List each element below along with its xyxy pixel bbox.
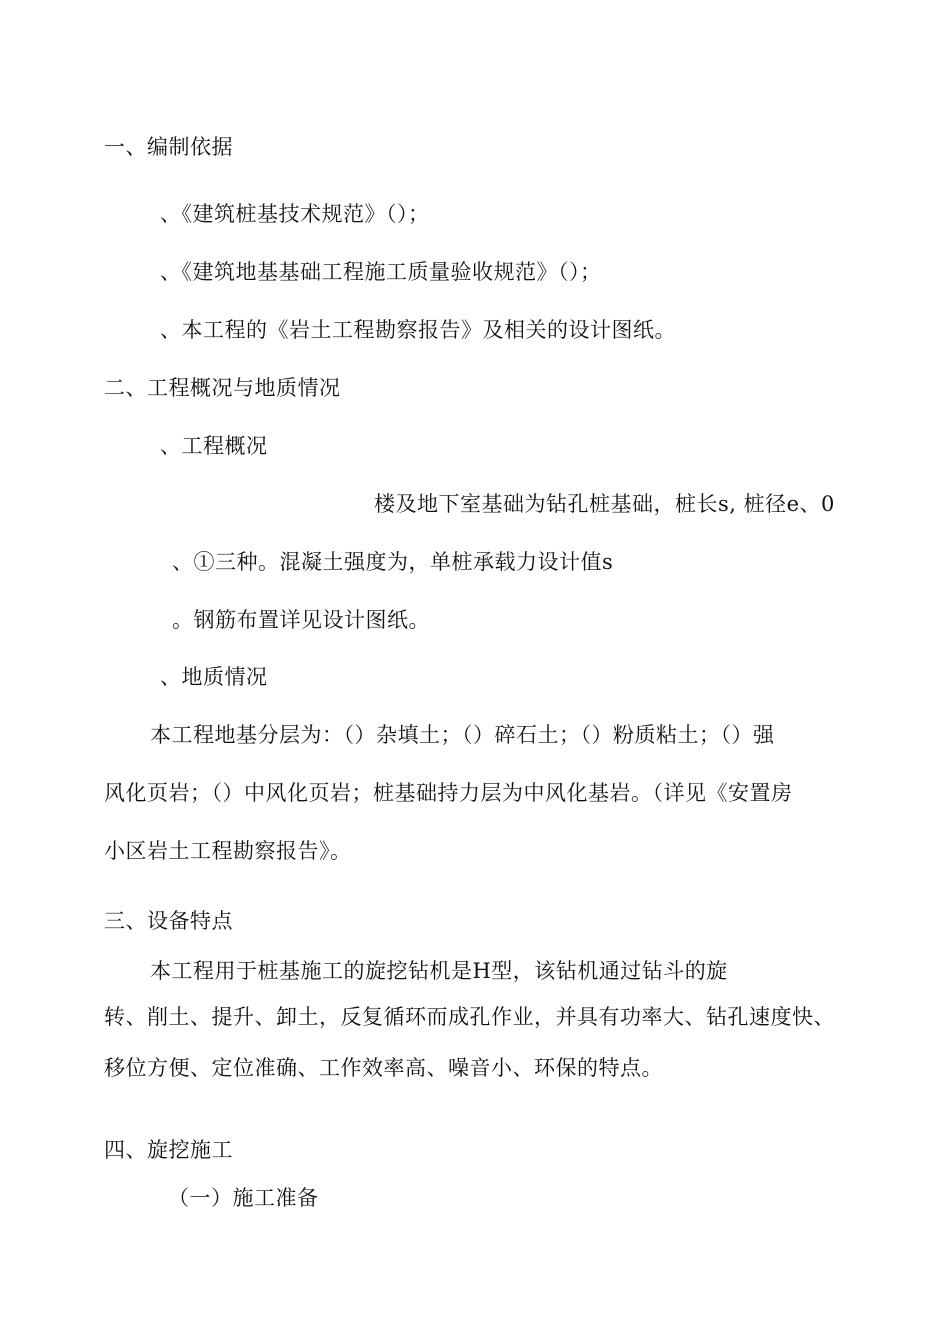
section-heading-overview: 二、工程概况与地质情况 (104, 376, 341, 400)
equipment-line-1: 本工程用于桩基施工的旋挖钻机是H型，该钻机通过钻斗的旋 (150, 959, 728, 983)
overview-line-3: 。钢筋布置详见设计图纸。 (172, 608, 430, 632)
overview-line-2: 、①三种。混凝土强度为，单桩承载力设计值s (172, 550, 614, 574)
basis-item-1: 、《建筑桩基技术规范》（）； (160, 202, 430, 226)
basis-item-2: 、《建筑地基基础工程施工质量验收规范》（）； (160, 260, 602, 284)
equipment-line-3: 移位方便、定位准确、工作效率高、噪音小、环保的特点。 (104, 1056, 663, 1080)
section-heading-basis: 一、编制依据 (104, 135, 233, 159)
section-heading-construction: 四、旋挖施工 (104, 1138, 233, 1162)
basis-item-3: 、本工程的《岩土工程勘察报告》及相关的设计图纸。 (160, 318, 676, 342)
equipment-line-2: 转、削土、提升、卸土，反复循环而成孔作业，并具有功率大、钻孔速度快、 (104, 1005, 835, 1029)
geology-line-1: 本工程地基分层为：（）杂填土；（）碎石土；（）粉质粘土；（）强 (150, 723, 775, 747)
subheading-project-overview: 、工程概况 (160, 434, 268, 458)
subheading-preparation: （一）施工准备 (168, 1186, 319, 1210)
geology-line-3: 小区岩土工程勘察报告》。 (104, 839, 352, 863)
geology-line-2: 风化页岩；（）中风化页岩；桩基础持力层为中风化基岩。（详见《安置房 (104, 781, 793, 805)
subheading-geology: 、地质情况 (160, 665, 268, 689)
overview-line-1: 楼及地下室基础为钻孔桩基础，桩长s, 桩径e、0 (374, 492, 835, 516)
section-heading-equipment: 三、设备特点 (104, 909, 233, 933)
